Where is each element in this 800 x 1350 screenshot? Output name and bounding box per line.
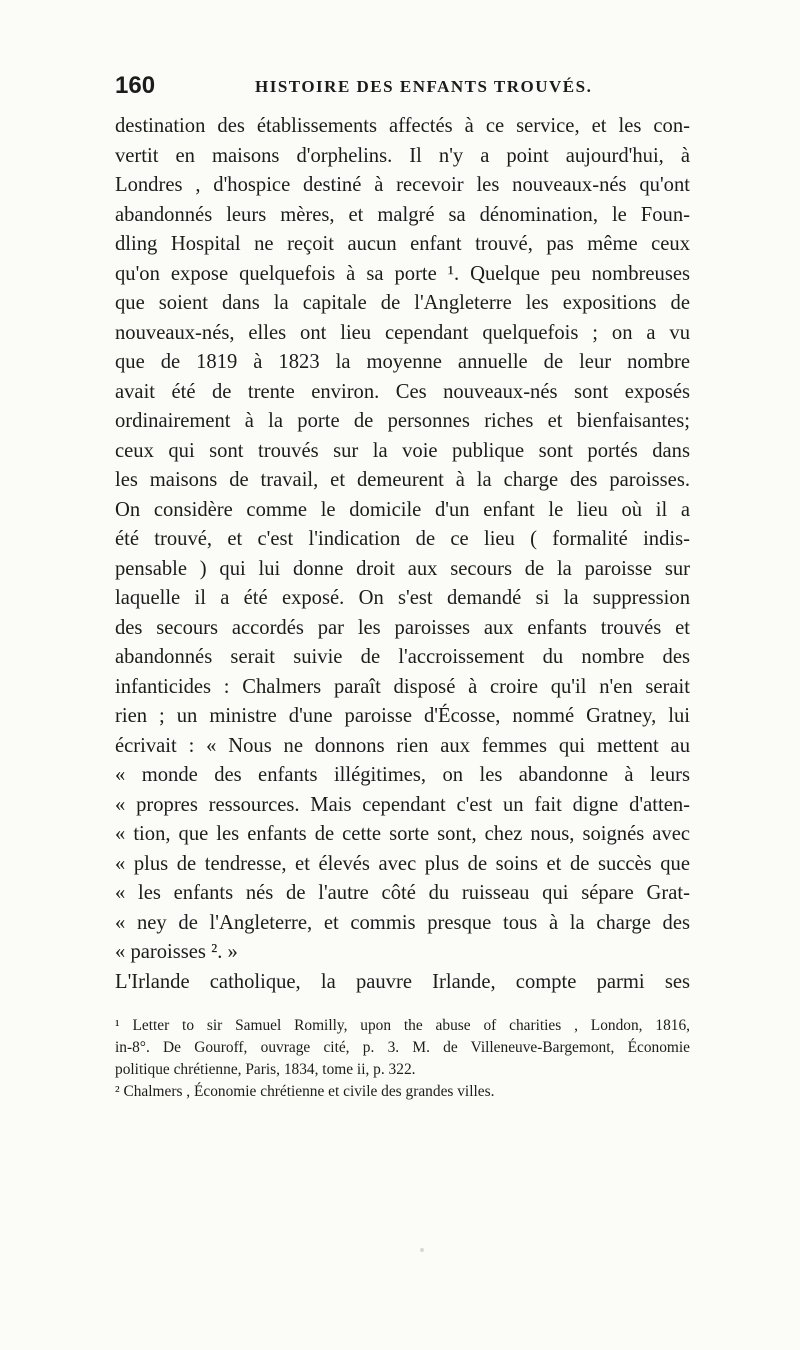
text-line: Londres , d'hospice destiné à recevoir les nouveaux-nés qu'ont [115,174,690,196]
text-line: abandonnés serait suivie de l'accroissement du nombre des [115,646,690,668]
text-line: « propres ressources. Mais cependant c'est un fait digne d'atten- [115,793,690,816]
page-number: 160 [115,72,156,99]
text-line: « ney de l'Angleterre, et commis presque tous à la charge des [115,911,690,934]
text-line: nouveaux-nés, elles ont lieu cependant quelquefois ; on a vu [115,321,690,344]
paper-speck [420,1248,424,1252]
text-line: « paroisses ². » [115,941,238,963]
text-line: laquelle il a été exposé. On s'est demandé si la suppression [115,587,690,609]
text-line: avait été de trente environ. Ces nouveaux-nés sont exposés [115,380,690,403]
text-line: « tion, que les enfants de cette sorte sont, chez nous, soignés avec [115,823,690,845]
text-line: écrivait : « Nous ne donnons rien aux femmes qui mettent au [115,734,690,757]
text-line: des secours accordés par les paroisses aux enfants trouvés et [115,616,690,639]
page-header [115,72,690,108]
footnotes [115,1015,690,1103]
text-line: « monde des enfants illégitimes, on les abandonne à leurs [115,764,690,786]
text-line: ceux qui sont trouvés sur la voie publique sont portés dans [115,439,690,462]
body-text [115,112,690,997]
text-line: dling Hospital ne reçoit aucun enfant trouvé, pas même ceux [115,233,690,255]
text-line: On considère comme le domicile d'un enfant le lieu où il a [115,498,690,521]
text-line: pensable ) qui lui donne droit aux secours de la paroisse sur [115,557,690,580]
footnote-line: ¹ Letter to sir Samuel Romilly, upon the abuse of charities , London, 1816, [115,1017,690,1034]
text-line: ordinairement à la porte de personnes riches et bienfaisantes; [115,410,690,432]
text-line: infanticides : Chalmers paraît disposé à croire qu'il n'en serait [115,675,690,698]
text-line: abandonnés leurs mères, et malgré sa dénomination, le Foun- [115,203,690,226]
text-line: « les enfants nés de l'autre côté du ruisseau qui sépare Grat- [115,882,690,904]
text-line: « plus de tendresse, et élevés avec plus de soins et de succès que [115,852,690,875]
text-line: rien ; un ministre d'une paroisse d'Écosse, nommé Gratney, lui [115,705,690,727]
running-title: HISTOIRE DES ENFANTS TROUVÉS. [255,77,593,96]
text-line: destination des établissements affectés à ce service, et les con- [115,115,690,137]
text-line: que de 1819 à 1823 la moyenne annuelle de leur nombre [115,351,690,373]
text-line: qu'on expose quelquefois à sa porte ¹. Quelque peu nombreuses [115,262,690,285]
text-line: les maisons de travail, et demeurent à la charge des paroisses. [115,469,690,491]
text-line: L'Irlande catholique, la pauvre Irlande, compte parmi ses [115,970,690,993]
footnote-line: in-8°. De Gouroff, ouvrage cité, p. 3. M. de Villeneuve-Bargemont, Économie [115,1039,690,1056]
footnote-line: ² Chalmers , Économie chrétienne et civile des grandes villes. [115,1083,495,1100]
text-line: vertit en maisons d'orphelins. Il n'y a point aujourd'hui, à [115,144,690,167]
text-line: été trouvé, et c'est l'indication de ce lieu ( formalité indis- [115,528,690,550]
text-line: que soient dans la capitale de l'Angleterre les expositions de [115,292,690,314]
footnote-line: politique chrétienne, Paris, 1834, tome ii, p. 322. [115,1061,416,1078]
